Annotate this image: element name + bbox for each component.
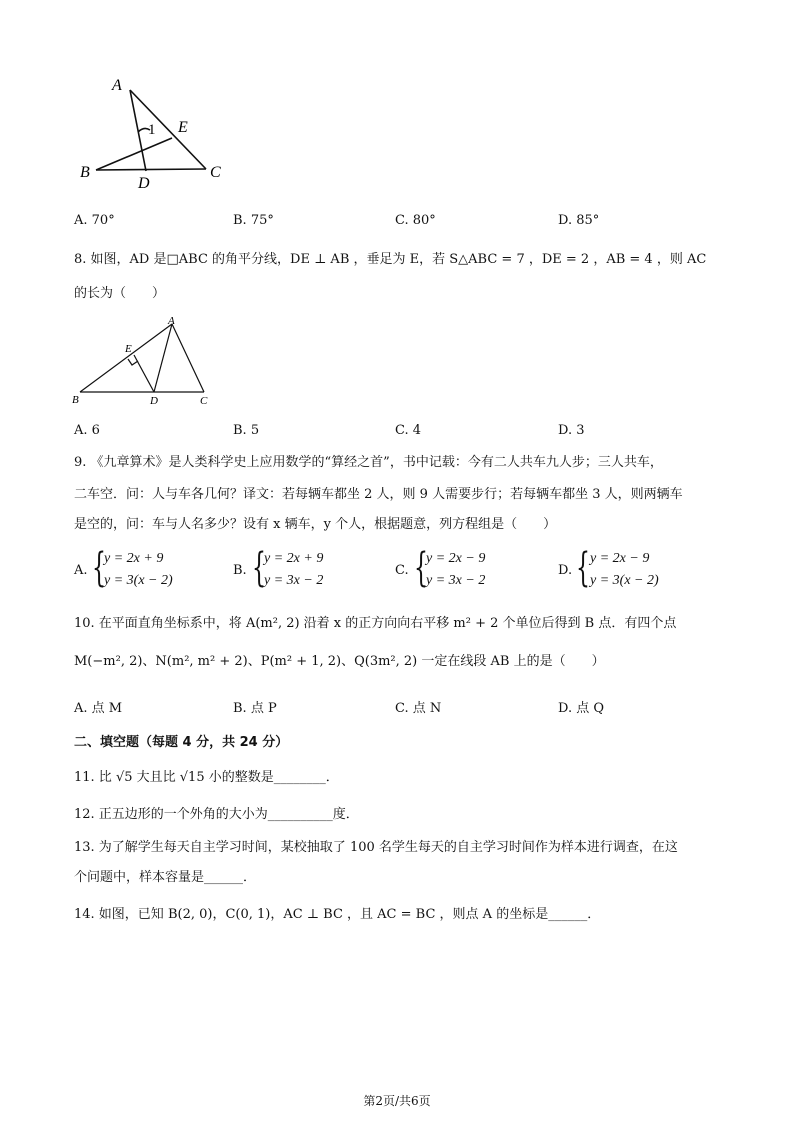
- q10-stem-line1: 10. 在平面直角坐标系中，将 A(m², 2) 沿着 x 的正方向向右平移 m² + 2 个单位后得到 B 点．有四个点: [74, 616, 677, 631]
- q9-option-c-eq2: y = 3x − 2: [426, 573, 486, 588]
- q13-stem-line2: 个问题中，样本容量是______．: [74, 870, 257, 885]
- q9-option-c-system: [426, 548, 485, 592]
- page-footer: 第2页/共6页: [363, 1094, 431, 1108]
- q9-option-d-eq2: y = 3(x − 2): [590, 573, 659, 588]
- q9-option-b-eq1: y = 2x + 9: [264, 551, 324, 566]
- label-A: A: [168, 315, 175, 327]
- q8-option-a: A. 6: [74, 423, 100, 438]
- q9-option-a-system: [104, 548, 173, 592]
- q10-option-b: B. 点 P: [233, 701, 277, 716]
- label-C: C: [210, 164, 221, 181]
- q9-option-d-brace: {: [576, 545, 590, 591]
- figure-q7-triangle: [74, 74, 244, 194]
- q9-option-c-label: C.: [395, 563, 409, 578]
- q7-option-b: B. 75°: [233, 213, 274, 228]
- q10-option-a: A. 点 M: [74, 701, 123, 716]
- label-D: D: [138, 175, 150, 192]
- q9-option-b-brace: {: [252, 545, 266, 591]
- q9-option-c-brace: {: [414, 545, 428, 591]
- q7-option-c: C. 80°: [395, 213, 436, 228]
- q9-option-d-system: [590, 548, 659, 592]
- q8-stem-line1: 8. 如图，AD 是□ABC 的角平分线，DE ⊥ AB ，垂足为 E，若 S△ABC = 7 ，DE = 2 ，AB = 4 ，则 AC: [74, 252, 707, 267]
- label-E: E: [125, 343, 132, 355]
- q9-option-a-brace: {: [92, 545, 106, 591]
- label-C: C: [200, 395, 208, 407]
- figure-q8-triangle: [70, 314, 220, 410]
- q11-stem: 11. 比 √5 大且比 √15 小的整数是________．: [74, 770, 339, 785]
- q9-option-c-eq1: y = 2x − 9: [426, 551, 486, 566]
- q14-stem: 14. 如图，已知 B(2, 0)，C(0, 1)，AC ⊥ BC ，且 AC = BC ，则点 A 的坐标是______．: [74, 907, 601, 922]
- label-A: A: [112, 77, 122, 94]
- q9-stem-line1: 9. 《九章算术》是人类科学史上应用数学的“算经之首”，书中记载：今有二人共车九人步；三人共车，: [74, 455, 663, 470]
- label-B: B: [72, 394, 79, 406]
- label-1: 1: [148, 122, 156, 138]
- label-B: B: [80, 164, 90, 181]
- label-E: E: [178, 119, 188, 136]
- q10-option-c: C. 点 N: [395, 701, 442, 716]
- q13-stem-line1: 13. 为了解学生每天自主学习时间，某校抽取了 100 名学生每天的自主学习时间作为样本进行调查，在这: [74, 840, 678, 855]
- label-D: D: [150, 395, 158, 407]
- q7-option-d: D. 85°: [558, 213, 600, 228]
- q12-stem: 12. 正五边形的一个外角的大小为__________度．: [74, 807, 359, 822]
- q8-option-c: C. 4: [395, 423, 422, 438]
- q10-option-d: D. 点 Q: [558, 701, 605, 716]
- q9-option-d-eq1: y = 2x − 9: [590, 551, 650, 566]
- q9-option-b-label: B.: [233, 563, 247, 578]
- q8-option-b: B. 5: [233, 423, 260, 438]
- q9-option-d-label: D.: [558, 563, 573, 578]
- q9-option-a-label: A.: [74, 563, 88, 578]
- q10-stem-line2: M(−m², 2)、N(m², m² + 2)、P(m² + 1, 2)、Q(3m², 2) 一定在线段 AB 上的是（ ）: [74, 654, 605, 669]
- q8-option-d: D. 3: [558, 423, 585, 438]
- q9-option-b-eq2: y = 3x − 2: [264, 573, 324, 588]
- q9-stem-line3: 是空的，问：车与人名多少？设有 x 辆车，y 个人，根据题意，列方程组是（ ）: [74, 517, 557, 532]
- q9-option-b-system: [264, 548, 323, 592]
- q9-option-a-eq1: y = 2x + 9: [104, 551, 164, 566]
- q7-option-a: A. 70°: [74, 213, 115, 228]
- section-fill-in-title: 二、填空题（每题 4 分，共 24 分）: [74, 735, 289, 750]
- q9-option-a-eq2: y = 3(x − 2): [104, 573, 173, 588]
- q8-stem-line2: 的长为（ ）: [74, 286, 166, 301]
- q9-stem-line2: 二车空．问：人与车各几何？译文：若每辆车都坐 2 人，则 9 人需要步行；若每辆车都坐 3 人，则两辆车: [74, 487, 683, 502]
